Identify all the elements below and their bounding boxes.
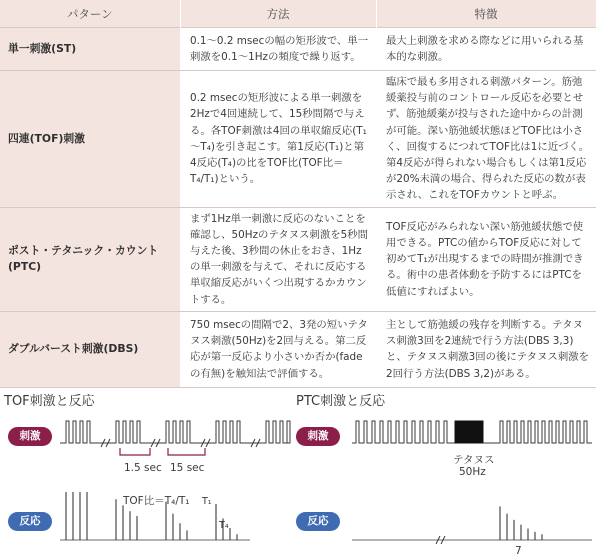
method-st: 0.1～0.2 msecの幅の矩形波で、単一刺激を0.1～1Hzの頻度で繰り返す。 — [180, 28, 376, 71]
feature-ptc: TOF反応がみられない深い筋弛緩状態で使用できる。PTCの値からTOF反応に対して初めてT₁が出現するまでの時間が推測できる。術中の患者体動を予防するにはPTCを低値にすればよい。 — [376, 207, 596, 311]
ptc-response-pill: 反応 — [296, 512, 340, 531]
tof-ratio-label: TOF比＝T₄/T₁ — [123, 495, 190, 507]
tof-interval-brackets — [120, 448, 205, 455]
tof-stimulus-waveform — [60, 421, 290, 447]
tof-stimulus-trace — [60, 421, 290, 443]
tof-bracket-long — [168, 448, 205, 455]
ptc-tetanus-frequency: 50Hz — [459, 466, 486, 478]
ptc-stimulus-waveform — [352, 421, 592, 443]
header-method: 方法 — [180, 0, 376, 28]
ptc-tetanus-block — [455, 421, 483, 443]
method-ptc: まず1Hz単一刺激に反応のないことを確認し、50Hzのテタヌス刺激を5秒間与えた後、3秒間の休止をおき、1Hzの単一刺激を与えて、それに反応する単収縮反応がいくつ出現するかカウントする。 — [180, 207, 376, 311]
method-tof: 0.2 msecの矩形波による単一刺激を2Hzで4回連続して、15秒間隔で与える。各TOF刺激は4回の単収縮反応(T₁～T₄)を引き起こす。第1反応(T₁)と第4反応(T₄)の比をTOF比(TOF比＝T₄/T₁)という。 — [180, 71, 376, 208]
tof-response-pill: 反応 — [8, 512, 52, 531]
pattern-name-dbs: ダブルバースト刺激(DBS) — [0, 311, 180, 387]
ptc-count-label: 7 — [515, 545, 522, 557]
tof-interval-long-label: 15 sec — [170, 462, 205, 474]
tof-t4-label: T₄ — [219, 520, 229, 531]
method-dbs: 750 msecの間隔で2、3発の短いテタヌス刺激(50Hz)を2回与える。第二反応が第一反応より小さいか否か(fadeの有無)を触知法で評価する。 — [180, 311, 376, 387]
ptc-stimulus-pill: 刺激 — [296, 427, 340, 446]
feature-tof: 臨床で最も多用される刺激パターン。筋弛緩薬投与前のコントロール反応を必要とせず、筋弛緩薬が投与された途中からの計測が可能。深い筋弛緩状態ほどTOF比は小さく、回復するにつれてTOF比は1に近づく。第4反応が得られない場合もしくは第1反応が20%未満の場合、得られた反応の数が表示され、これをTOFカウントと呼ぶ。 — [376, 71, 596, 208]
pattern-name-st: 単一刺激(ST) — [0, 28, 180, 71]
feature-st: 最大上刺激を求める際などに用いられる基本的な刺激。 — [376, 28, 596, 71]
feature-dbs: 主として筋弛緩の残存を判断する。テタヌス刺激3回を2連続で行う方法(DBS 3,3)と、テタヌス刺激3回の後にテタヌス刺激を2回行う方法(DBS 3,2)がある。 — [376, 311, 596, 387]
ptc-tetanus-label: テタヌス — [453, 454, 495, 466]
tof-bracket-short — [120, 448, 150, 455]
header-feature: 特徴 — [376, 0, 596, 28]
ptc-post-pulses — [483, 421, 592, 443]
header-pattern: パターン — [0, 0, 180, 28]
pattern-name-tof: 四連(TOF)刺激 — [0, 71, 180, 208]
tof-interval-short-label: 1.5 sec — [124, 462, 162, 474]
pattern-name-ptc: ポスト・テタニック・カウント(PTC) — [0, 207, 180, 311]
ptc-response-bars — [352, 506, 592, 544]
ptc-pre-pulses — [352, 421, 455, 443]
tof-t1-label: T₁ — [202, 496, 212, 507]
ptc-diagram-title: PTC刺激と反応 — [296, 394, 386, 409]
tof-stimulus-pill: 刺激 — [8, 427, 52, 446]
tof-diagram-title: TOF刺激と反応 — [4, 394, 95, 409]
